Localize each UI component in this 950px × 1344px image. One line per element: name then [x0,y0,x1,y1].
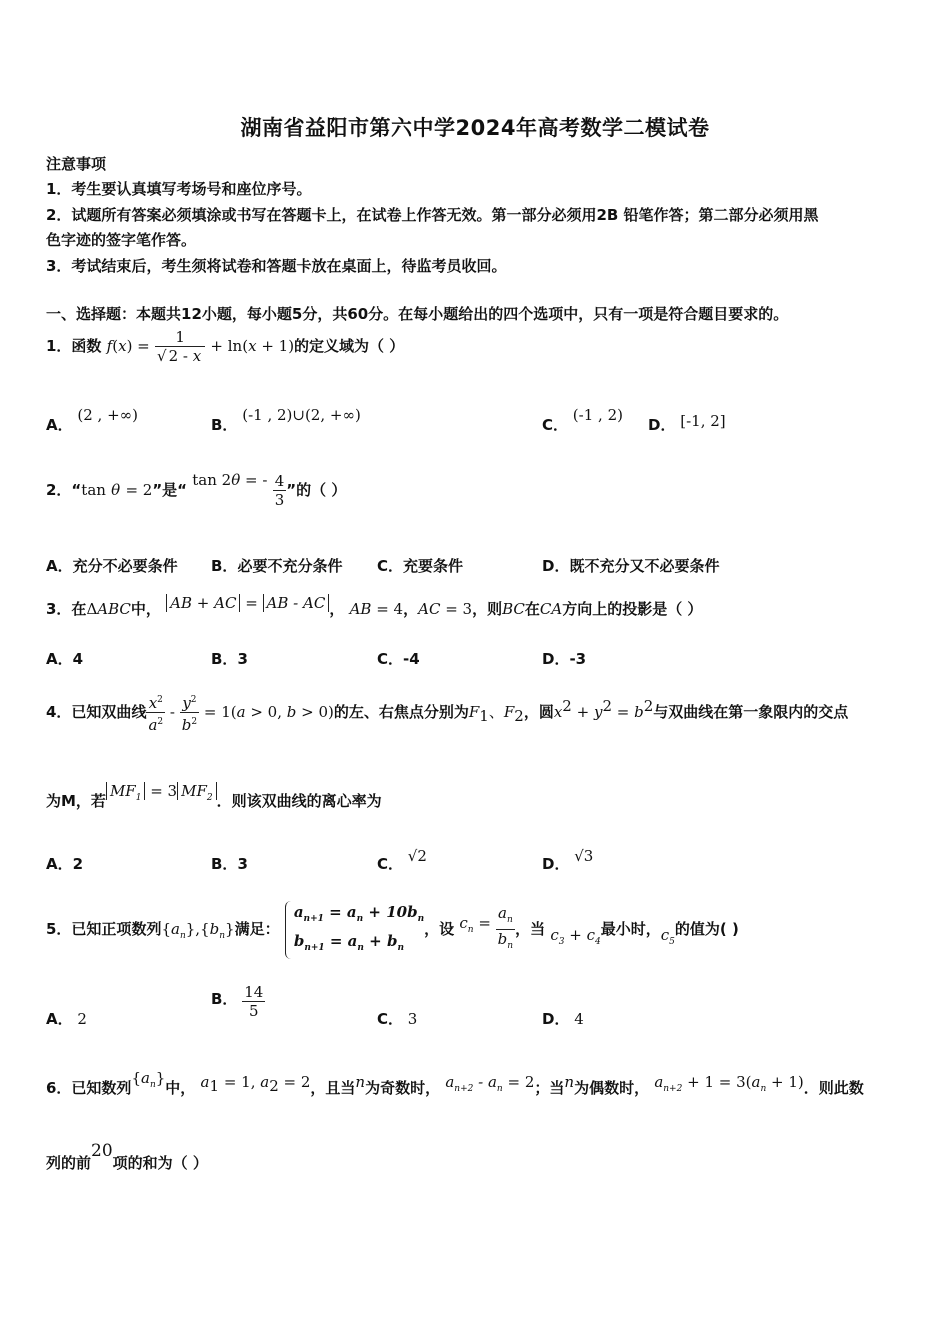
q1-suffix: 的定义域为（ ） [294,337,405,355]
q3-option-a: A．4 [46,650,84,668]
q1-prefix: 1．函数 [46,337,102,355]
question-5: 5．已知正项数列$\{a_n\},\{b_n\}$满足： $a_{n+1} = a_n + 10b_n$ $b_{n+1} = a_n + b_n$，设 $c_n$ = $\frac{a_n}{b_n}$ ，当 $c_3 + c_4$最小时，$c_5$的值为( ) [46,900,739,965]
q2-option-b: B．必要不充分条件 [211,557,343,575]
q2-option-d: D．既不充分又不必要条件 [542,557,720,575]
q4-option-c: C． √2 [377,847,427,873]
question-1: 1．函数 f(x) = $\frac{1}{√ 2 - x}$ + ln(x + 1)的定义域为（ ） [46,328,405,365]
section-heading: 一、选择题：本题共12小题，每小题5分，共60分。在每小题给出的四个选项中，只有一项是符合题目要求的。 [46,305,789,323]
q3-option-c: C．-4 [377,650,420,668]
q1-option-c: C． (-1 , 2) [542,406,623,434]
q1-fraction: $\frac{1}{√ 2 - x}$ [155,328,205,365]
q1-option-a: A． (2 , +∞) [46,406,139,434]
notice-item-2: 2．试题所有答案必须填涂或书写在答题卡上，在试卷上作答无效。第一部分必须用2B 铅笔作答；第二部分必须用黑 [46,206,819,224]
q5-option-c: C． 3 [377,1010,418,1028]
question-4: 4．已知双曲线 $\frac{x^2}{a^2}$ - $\frac{y^2}{b^2}$ = 1(a > 0, b > 0)的左、右焦点分别为$F_1$、$F_2$，圆$x^2 + y^2 = b^2$与双曲线在第一象限内的交点 [46,686,848,736]
q5-option-d: D． 4 [542,1010,584,1028]
q4-option-d: D． √3 [542,847,594,873]
q5-system: $a_{n+1} = a_n + 10b_n$ $b_{n+1} = a_n + b_n$ [285,901,424,959]
notice-item-1: 1．考生要认真填写考场号和座位序号。 [46,180,312,198]
q4-option-b: B．3 [211,855,248,873]
q2-fraction: $\frac{4}{3}$ [274,472,285,509]
question-3: 3．在ΔABC中， AB + AC = AB - AC ， AB = 4，AC = 3，则BC在CA方向上的投影是（ ） [46,594,703,618]
notice-item-3: 3．考试结束后，考生须将试卷和答题卡放在桌面上，待监考员收回。 [46,257,507,275]
question-4-line2: 为M，若$MF_1 = 3$ $MF_2$ ．则该双曲线的离心率为 [46,782,382,810]
q5-option-b: B． $\frac{14}{5}$ [211,983,264,1020]
q3-option-d: D．-3 [542,650,587,668]
q5-option-a: A． 2 [46,1010,87,1028]
question-6: 6．已知数列$\{a_n\}$中， $a_1 = 1$, $a_2 = 2$，且当n为奇数时， $a_{n+2} - a_n = 2$；当n为偶数时， $a_{n+2} + 1 = 3(a_n + 1)$．则此数 [46,1069,864,1097]
q1-option-d: D． [-1, 2] [648,412,726,434]
q2-option-a: A．充分不必要条件 [46,557,178,575]
question-6-line2: 列的前20项的和为（ ） [46,1141,208,1172]
question-2: 2．“tan θ = 2”是“ tan 2θ = - $\frac{4}{3}$ ”的（ ） [46,471,347,509]
notice-heading: 注意事项 [46,155,107,173]
q3-option-b: B．3 [211,650,248,668]
page-title: 湖南省益阳市第六中学2024年高考数学二模试卷 [240,116,710,140]
q4-option-a: A．2 [46,855,84,873]
q2-option-c: C．充要条件 [377,557,464,575]
q1-formula: f [106,337,113,355]
q1-option-b: B． (-1 , 2)∪(2, +∞) [211,406,361,434]
notice-item-2-cont: 色字迹的签字笔作答。 [46,231,197,249]
